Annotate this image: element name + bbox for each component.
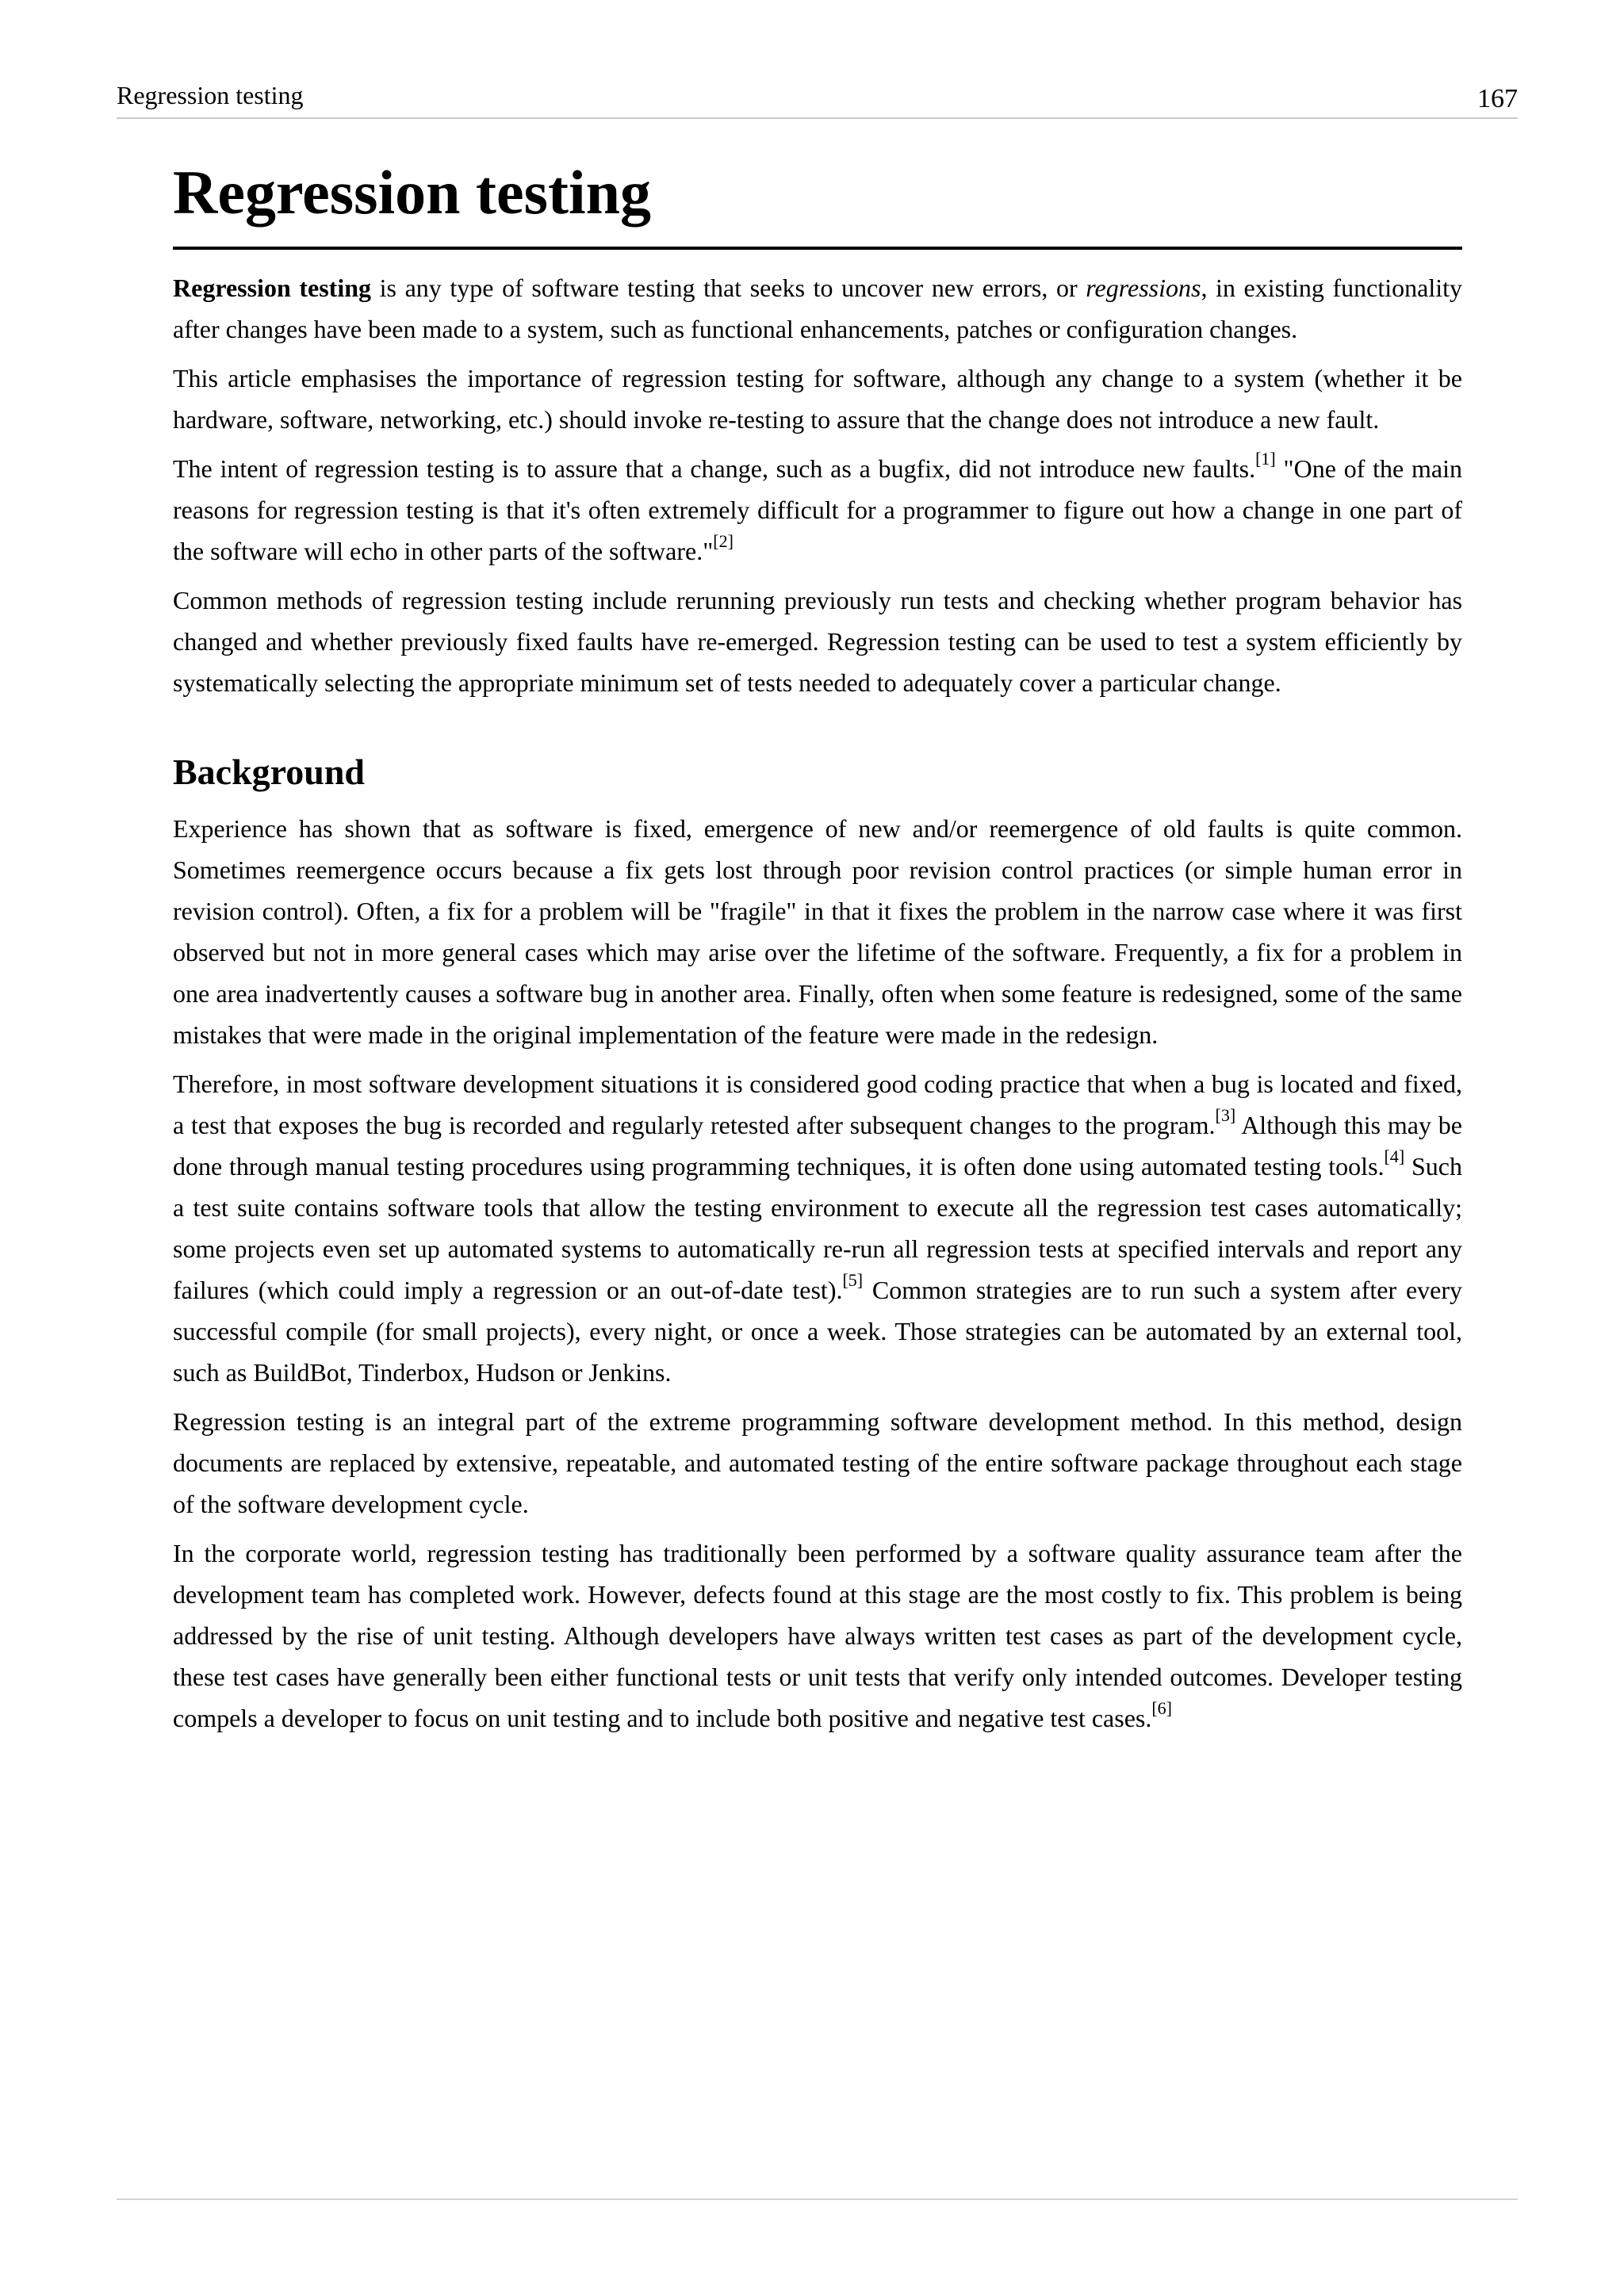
page-title: Regression testing <box>173 155 1462 250</box>
text-run: Therefore, in most software development situations it is considered good coding practice that when a bug is located and fixed, a test that exposes the bug is recorded and regularly retested after subsequent changes to the program. <box>173 1070 1462 1139</box>
citation-link-2[interactable]: [2] <box>713 531 733 552</box>
citation-link-4[interactable]: [4] <box>1384 1146 1405 1167</box>
page-number: 167 <box>1477 84 1518 113</box>
background-paragraph-4 <box>173 1533 1462 1739</box>
article-body <box>173 155 1462 1747</box>
running-title: Regression testing <box>117 81 304 109</box>
citation-link-5[interactable]: [5] <box>842 1270 864 1291</box>
text-run: "One of the main reasons for regression testing is that it's often extremely difficult for a programmer to figure out how a change in one part of the software will echo in other parts of the software." <box>173 454 1463 565</box>
citation-link-3[interactable]: [3] <box>1215 1105 1236 1126</box>
footer-divider <box>117 2198 1518 2200</box>
intro-paragraph-4: Common methods of regression testing include rerunning previously run tests and checking whether program behavior has changed and whether previously fixed faults have re-emerged. Regression testing can be used to test a system efficiently by systematically selecting the appropriate minimum set of tests needed to adequately cover a particular change. <box>173 586 1462 697</box>
background-paragraph-1: Experience has shown that as software is fixed, emergence of new and/or reemergence of old faults is quite common. Sometimes reemergence occurs because a fix gets lost through poor revision control practices (or simple human error in revision control). Often, a fix for a problem will be "fragile" in that it fixes the problem in the narrow case where it was first observed but not in more general cases which may arise over the lifetime of the software. Frequently, a fix for a problem in one area inadvertently causes a software bug in another area. Finally, often when some feature is redesigned, some of the same mistakes that were made in the original implementation of the feature were made in the redesign. <box>173 814 1462 1049</box>
running-header <box>117 78 1518 119</box>
section-heading-background: Background <box>173 752 366 792</box>
background-paragraph-2 <box>173 1063 1462 1393</box>
bold-term: Regression testing <box>173 274 372 302</box>
citation-link-6[interactable]: [6] <box>1151 1698 1173 1719</box>
text-run: is any type of software testing that seeks to uncover new errors, or <box>371 274 1086 302</box>
text-run: Although this may be done through manual testing procedures using programming techniques, it is often done using automated testing tools. <box>173 1111 1463 1181</box>
text-run: The intent of regression testing is to assure that a change, such as a bugfix, did not introduce new faults. <box>173 454 1256 483</box>
text-run: In the corporate world, regression testing has traditionally been performed by a software quality assurance team after the development team has completed work. However, defects found at this stage are the most costly to fix. This problem is being addressed by the rise of unit testing. Although developers have always written test cases as part of the development cycle, these test cases have generally been either functional tests or unit tests that verify only intended outcomes. Developer testing compels a developer to focus on unit testing and to include both positive and negative test cases. <box>173 1539 1462 1732</box>
intro-paragraph-1 <box>173 267 1462 350</box>
intro-paragraph-2: This article emphasises the importance of regression testing for software, although any change to a system (whether it be hardware, software, networking, etc.) should invoke re-testing to assure that the change does not introduce a new fault. <box>173 364 1462 434</box>
citation-link-1[interactable]: [1] <box>1255 449 1276 469</box>
italic-term: regressions <box>1086 274 1201 302</box>
intro-paragraph-3 <box>173 448 1462 572</box>
background-paragraph-3: Regression testing is an integral part of the extreme programming software development method. In this method, design documents are replaced by extensive, repeatable, and automated testing of the entire software package throughout each stage of the software development cycle. <box>173 1407 1462 1518</box>
text-run: , in existing functionality after changes have been made to a system, such as functional enhancements, patches or configuration changes. <box>173 274 1463 343</box>
text-run: Such a test suite contains software tools that allow the testing environment to execute all the regression test cases automatically; some projects even set up automated systems to automatically re-run all regression tests at specified intervals and report any failures (which could imply a regression or an out-of-date test). <box>173 1152 1463 1304</box>
text-run: Common strategies are to run such a system after every successful compile (for small projects), every night, or once a week. Those strategies can be automated by an external tool, such as BuildBot, Tinderbox, Hudson or Jenkins. <box>173 1276 1463 1387</box>
